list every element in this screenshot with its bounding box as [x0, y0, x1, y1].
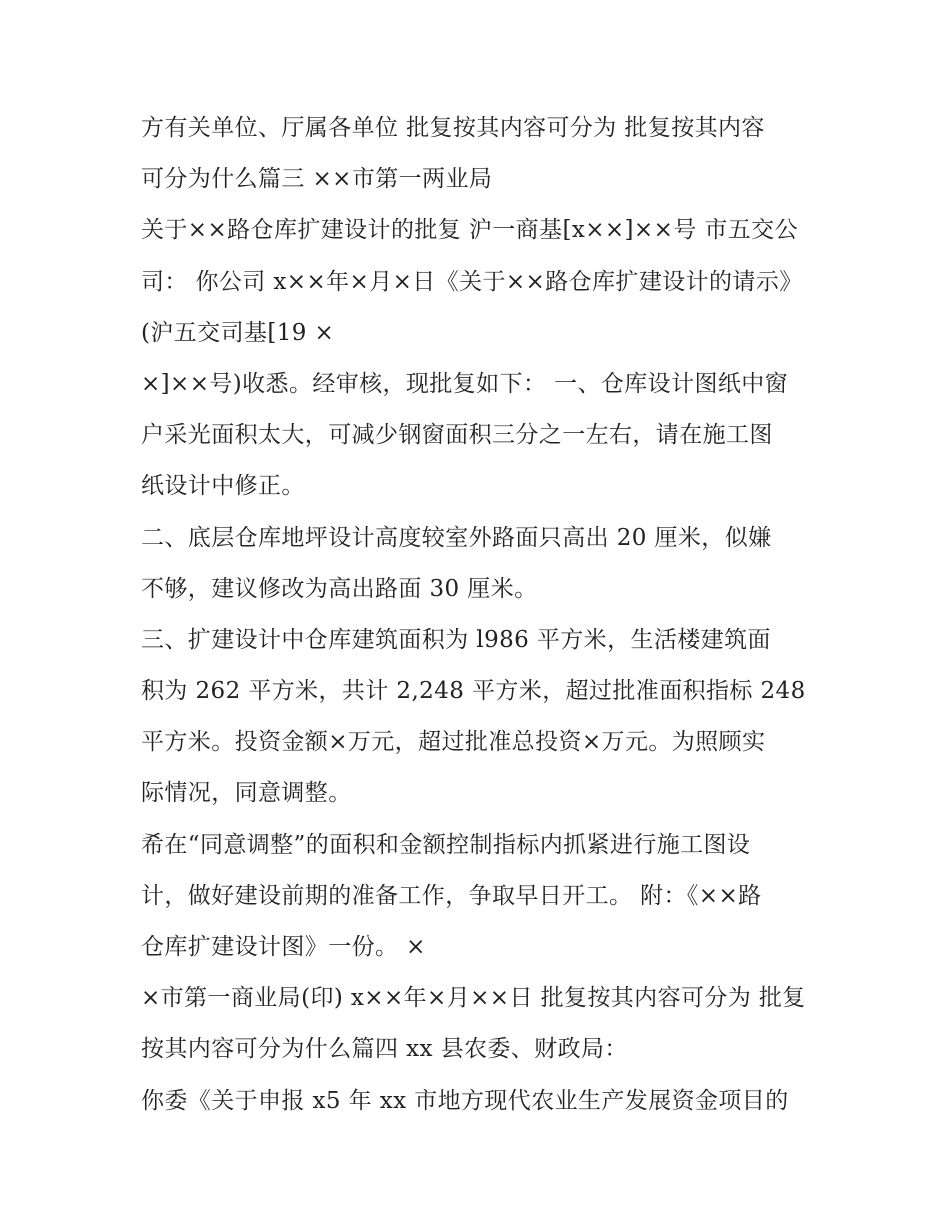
text-line: 仓库扩建设计图》一份。 × — [141, 934, 426, 960]
text-line: 纸设计中修正。 — [141, 473, 305, 500]
text-line: 你委《关于申报 x5 年 xx 市地方现代农业生产发展资金项目的 — [141, 1087, 789, 1114]
text-line: 平方米。投资金额×万元，超过批准总投资×万元。为照顾实 — [141, 729, 766, 756]
text-line: 不够，建议修改为高出路面 30 厘米。 — [141, 575, 538, 602]
text-line: 司： 你公司 x××年×月×日《关于××路仓库扩建设计的请示》 — [141, 268, 803, 295]
text-line: 际情况，同意调整。 — [141, 780, 352, 807]
text-line: (沪五交司基[19 × — [141, 319, 335, 346]
text-line: 计，做好建设前期的准备工作，争取早日开工。 附：《××路 — [141, 882, 762, 909]
text-line: ×市第一商业局(印) x××年×月××日 批复按其内容可分为 批复 — [141, 985, 806, 1012]
text-line: 可分为什么篇三 ××市第一两业局 — [141, 166, 493, 193]
text-line: 关于××路仓库扩建设计的批复 沪一商基[x××]××号 市五交公 — [141, 217, 798, 244]
text-line: 三、扩建设计中仓库建筑面积为 l986 平方米，生活楼建筑面 — [141, 626, 771, 653]
text-line: 方有关单位、厅属各单位 批复按其内容可分为 批复按其内容 — [141, 115, 765, 141]
text-line: 二、底层仓库地坪设计高度较室外路面只高出 20 厘米，似嫌 — [141, 524, 772, 551]
text-line: ×]××号)收悉。经审核，现批复如下： 一、仓库设计图纸中窗 — [141, 370, 789, 397]
document-body — [141, 103, 831, 1127]
text-line: 积为 262 平方米，共计 2,248 平方米，超过批准面积指标 248 — [141, 678, 806, 705]
text-line: 户采光面积太大，可减少钢窗面积三分之一左右，请在施工图 — [141, 422, 773, 449]
text-line: 按其内容可分为什么篇四 xx 县农委、财政局： — [141, 1036, 628, 1063]
text-line: 希在“同意调整”的面积和金额控制指标内抓紧进行施工图设 — [141, 831, 751, 858]
